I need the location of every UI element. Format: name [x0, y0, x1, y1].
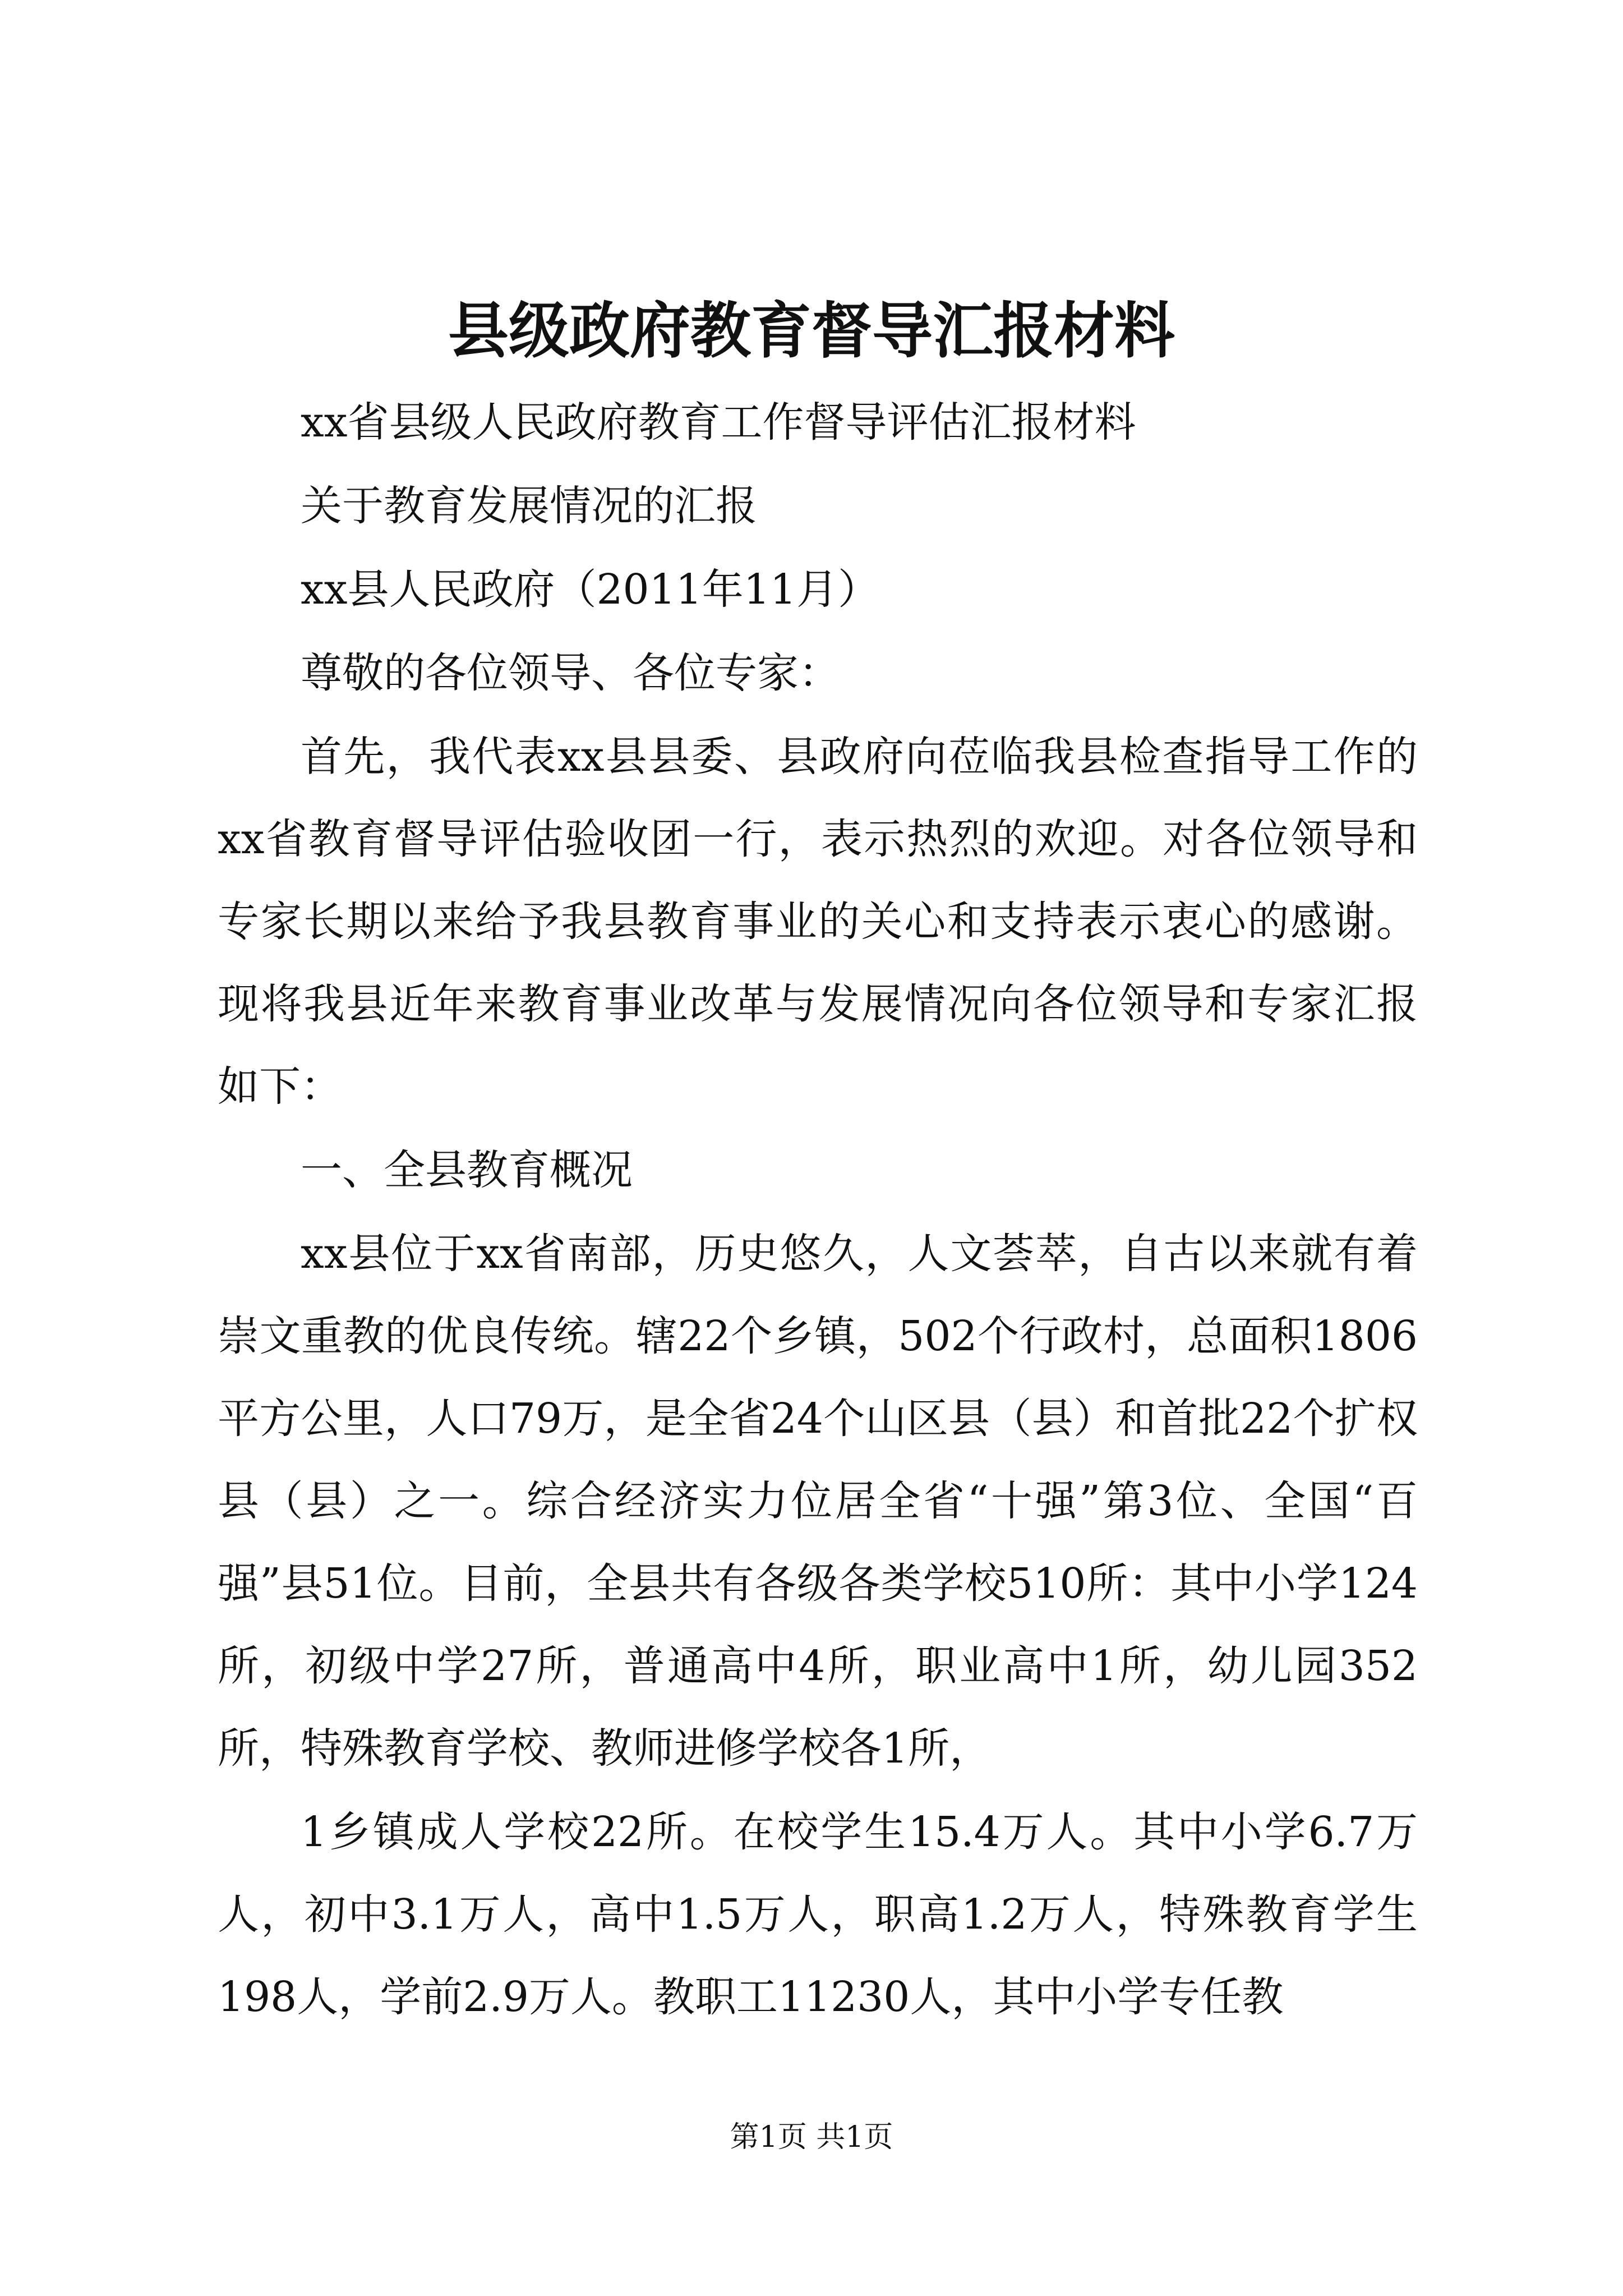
section-heading: 一、全县教育概况 — [301, 1146, 633, 1194]
paragraph-subtitle: xx省县级人民政府教育工作督导评估汇报材料 — [301, 398, 1136, 447]
paragraph-overview: xx县位于xx省南部，历史悠久，人文荟萃，自古以来就有着崇文重教的优良传统。辖22个乡镇，502个行政村，总面积1806平方公里，人口79万，是全省24个山区县（县）和首批22个扩权县（县）之一。综合经济实力位居全省“十强”第3位、全国“百强”县51位。目前，全县共有各级各类学校510所：其中小学124所，初级中学27所，普通高中4所，职业高中1所，幼儿园352所，特殊教育学校、教师进修学校各1所， — [218, 1230, 1418, 1773]
paragraph-statistics: 1乡镇成人学校22所。在校学生15.4万人。其中小学6.7万人，初中3.1万人，高中1.5万人，职高1.2万人，特殊教育学生198人，学前2.9万人。教职工11230人，其中小学专任教 — [218, 1808, 1418, 2021]
document-body — [218, 381, 1418, 2039]
paragraph-salutation: 尊敬的各位领导、各位专家： — [301, 649, 840, 697]
document-title: 县级政府教育督导汇报材料 — [448, 296, 1175, 366]
paragraph-report-heading: 关于教育发展情况的汇报 — [301, 482, 757, 530]
paragraph-issuer-date: xx县人民政府（2011年11月） — [301, 565, 879, 614]
paragraph-introduction: 首先，我代表xx县县委、县政府向莅临我县检查指导工作的xx省教育督导评估验收团一行，表示热烈的欢迎。对各位领导和专家长期以来给予我县教育事业的关心和支持表示衷心的感谢。现将我县近年来教育事业改革与发展情况向各位领导和专家汇报如下： — [218, 733, 1418, 1111]
page-footer: 第1页 共1页 — [730, 2120, 893, 2154]
